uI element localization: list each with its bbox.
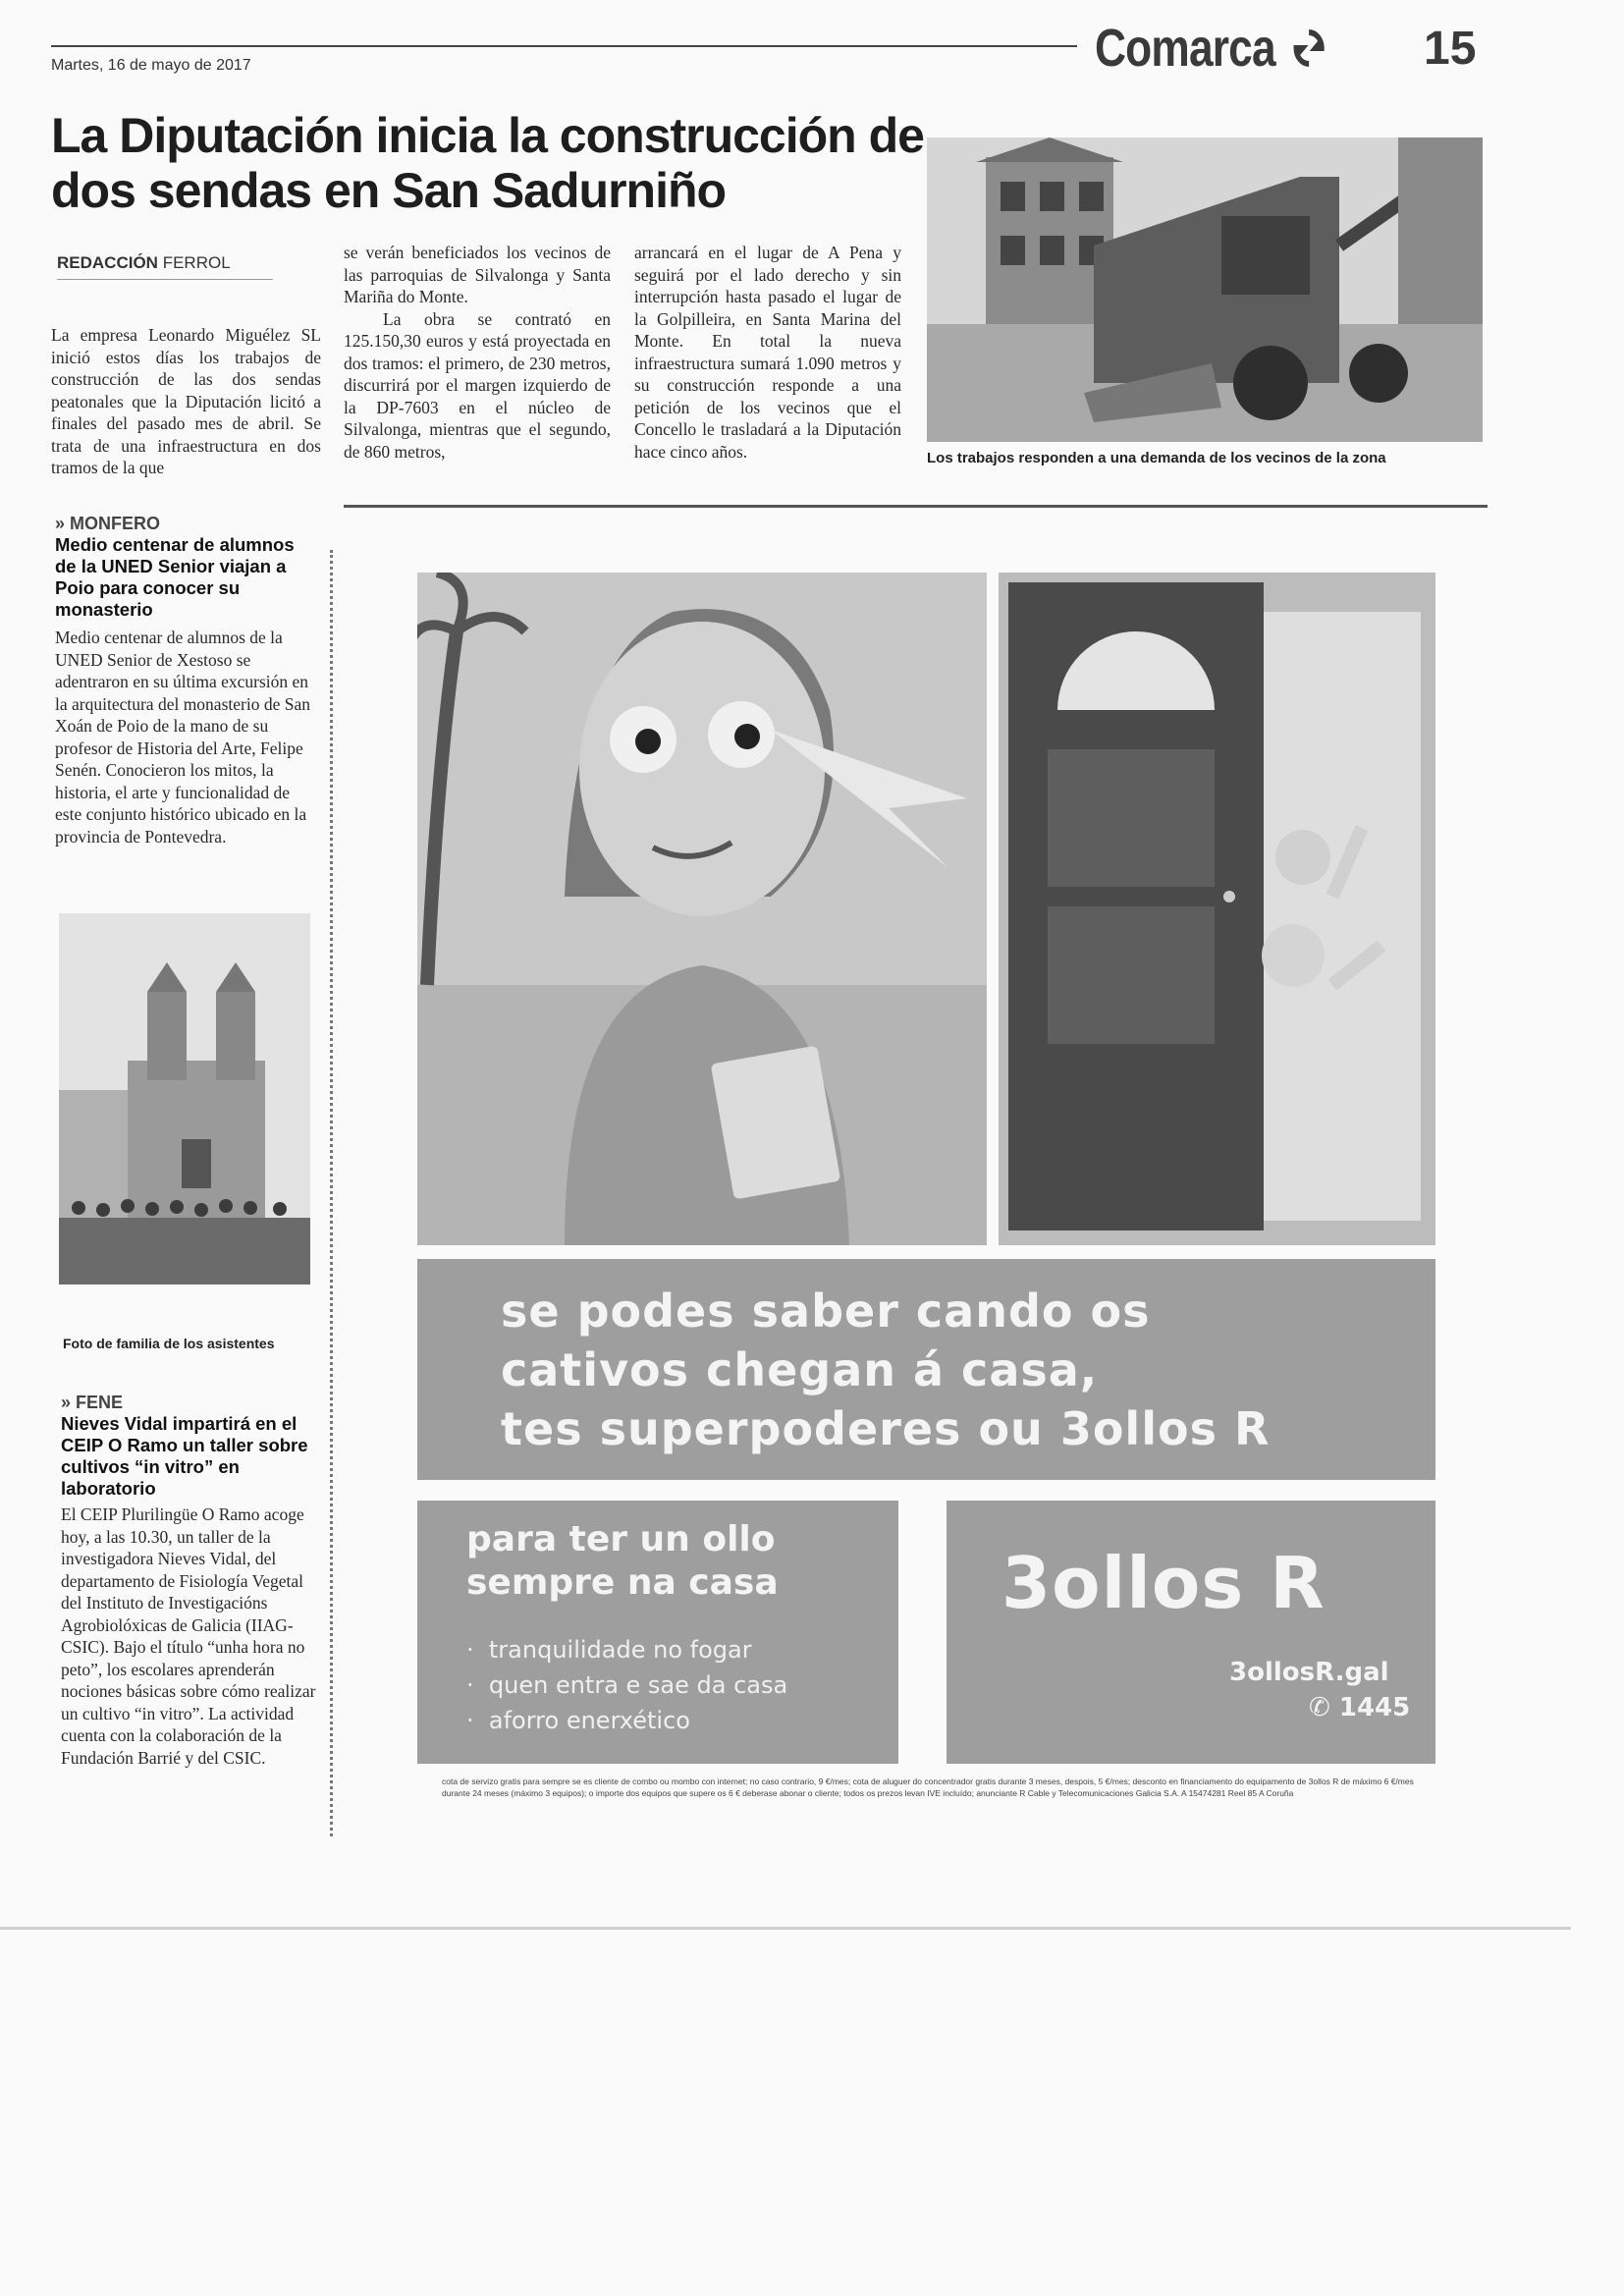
- article-column-3: [634, 242, 901, 463]
- article-col2-text: se verán beneficiados los vecinos de las parroquias de Silvalonga y Santa Mariña do Monte.: [344, 243, 611, 306]
- sidebar-item-monfero: [55, 514, 320, 847]
- sidebar-kicker: [61, 1393, 316, 1413]
- ad-image-door: [999, 573, 1435, 1245]
- ad-benefits-list: [466, 1632, 787, 1738]
- ad-subhead-line: sempre na casa: [466, 1562, 779, 1603]
- sidebar-photo-monastery: [59, 913, 310, 1285]
- ad-benefit-item: · tranquilidade no fogar: [466, 1636, 752, 1664]
- brand-phone: [1309, 1693, 1410, 1722]
- ad-slogan-line: cativos chegan á casa,: [501, 1343, 1099, 1396]
- byline-rule: [57, 279, 273, 280]
- article-col2-text-b: La obra se contrató en 125.150,30 euros y está proyectada en dos tramos: el primero, de 230 metros, discurrirá por el margen izquierdo de la DP-7603 en el núcleo de Silvalonga, mientras que el segundo, de 860 metros,: [344, 308, 611, 462]
- sidebar-kicker-text: FENE: [76, 1393, 124, 1412]
- section-arrows-icon: [1291, 27, 1326, 70]
- section-name: Comarca: [1095, 19, 1275, 78]
- brand-logo: 3ollos R: [1001, 1542, 1326, 1624]
- ad-benefit-text: tranquilidade no fogar: [488, 1636, 752, 1664]
- section-title: [1095, 18, 1326, 79]
- byline: [57, 253, 273, 280]
- brand-website: 3ollosR.gal: [1229, 1658, 1389, 1687]
- article-column-1: [51, 324, 321, 479]
- page-fold-line: [0, 1927, 1571, 1930]
- ad-subhead-line: para ter un ollo: [466, 1519, 776, 1559]
- byline-place: FERROL: [162, 253, 231, 272]
- sidebar-divider: [330, 550, 333, 1836]
- article-col3-text: arrancará en el lugar de A Pena y seguirá por el lado derecho y sin interrupción hasta pasado el lugar de la Golpilleira, en Santa Marina del Monte. En total la nueva infraestructura sumará 1.090 metros y su construcción responde a una petición de los vecinos que el Concello le trasladará a la Diputación hace cinco años.: [634, 243, 901, 462]
- ad-benefit-item: · aforro enerxético: [466, 1707, 690, 1734]
- byline-author: REDACCIÓN: [57, 253, 158, 272]
- sidebar-body: El CEIP Plurilingüe O Ramo acoge hoy, a las 10.30, un taller de la investigadora Nieves Vidal, del departamento de Fisiología Vegetal del Instituto de Investigacións Agrobiolóxicas de Galicia (IIAG-CSIC). Bajo el título “unha hora no peto”, los escolares aprenderán nociones básicas sobre cómo realizar un cultivo “in vitro”. La actividad cuenta con la colaboración de la Fundación Barrié y del CSIC.: [61, 1504, 316, 1768]
- ad-benefit-text: quen entra e sae da casa: [488, 1671, 788, 1699]
- brand-phone-number: 1445: [1338, 1693, 1411, 1722]
- article-column-2: [344, 242, 611, 463]
- double-chevron-icon: »: [61, 1393, 72, 1412]
- section-divider: [344, 505, 1488, 508]
- article-headline: La Diputación inicia la construcción de dos sendas en San Sadurniño: [51, 108, 924, 218]
- article-photo-excavator: [927, 137, 1483, 442]
- sidebar-body: Medio centenar de alumnos de la UNED Senior de Xestoso se adentraron en su última excursión en la arquitectura del monasterio de San Xoán de Poio de la mano de su profesor de Historia del Arte, Felipe Senén. Conocieron los mitos, la historia, el arte y funcionalidad de este conjunto histórico ubicado en la provincia de Pontevedra.: [55, 628, 310, 847]
- phone-icon: ✆: [1309, 1693, 1330, 1722]
- monastery-illustration: [59, 913, 310, 1285]
- excavator-illustration: [927, 137, 1483, 442]
- sidebar-kicker-text: MONFERO: [70, 514, 161, 533]
- ad-subhead: [466, 1518, 779, 1605]
- issue-date: Martes, 16 de mayo de 2017: [51, 57, 251, 74]
- cartoon-woman-illustration: [417, 573, 987, 1245]
- double-chevron-icon: »: [55, 514, 66, 533]
- ad-slogan-line: tes superpoderes ou 3ollos R: [501, 1402, 1271, 1455]
- sidebar-item-fene: [61, 1393, 316, 1769]
- ad-slogan: [501, 1282, 1384, 1458]
- sidebar-photo-caption: Foto de familia de los asistentes: [63, 1336, 275, 1351]
- door-kids-illustration: [999, 573, 1435, 1245]
- article-col1-text: La empresa Leonardo Miguélez SL inició estos días los trabajos de construcción de las dos sendas peatonales que la Diputación licitó a finales del pasado mes de abril. Se trata de una infraestructura en dos tramos de la que: [51, 325, 321, 477]
- ad-image-woman: [417, 573, 987, 1245]
- ad-brand-panel: [947, 1501, 1435, 1764]
- ad-slogan-line: se podes saber cando os: [501, 1285, 1151, 1338]
- ad-benefit-text: aforro enerxético: [488, 1707, 690, 1734]
- ad-benefit-item: · quen entra e sae da casa: [466, 1671, 788, 1699]
- ad-legal-text: cota de servizo gratis para sempre se es cliente de combo ou mombo con internet; no caso contrario, 9 €/mes; cota de aluguer do concentrador gratis durante 3 meses, despois, 5 €/mes; desconto en financiamento do equipamento de 3ollos R de máximo 6 €/mes durante 24 meses (máximo 3 equipos); o importe dos equipos que supere os 6 € deberase abonar o cliente; todos os prezos levan IVE incluído; anunciante R Cable y Telecomunicaciones Galicia S.A. A 15474281 Reel 85 A Coruña: [442, 1777, 1414, 1798]
- sidebar-headline: Medio centenar de alumnos de la UNED Senior viajan a Poio para conocer su monasterio: [55, 534, 295, 620]
- page-number: 15: [1424, 23, 1477, 75]
- header-rule: [51, 45, 1077, 47]
- sidebar-headline: Nieves Vidal impartirá en el CEIP O Ramo un taller sobre cultivos “in vitro” en laboratorio: [61, 1413, 308, 1499]
- article-photo-caption: Los trabajos responden a una demanda de los vecinos de la zona: [927, 450, 1386, 466]
- sidebar-kicker: [55, 514, 320, 534]
